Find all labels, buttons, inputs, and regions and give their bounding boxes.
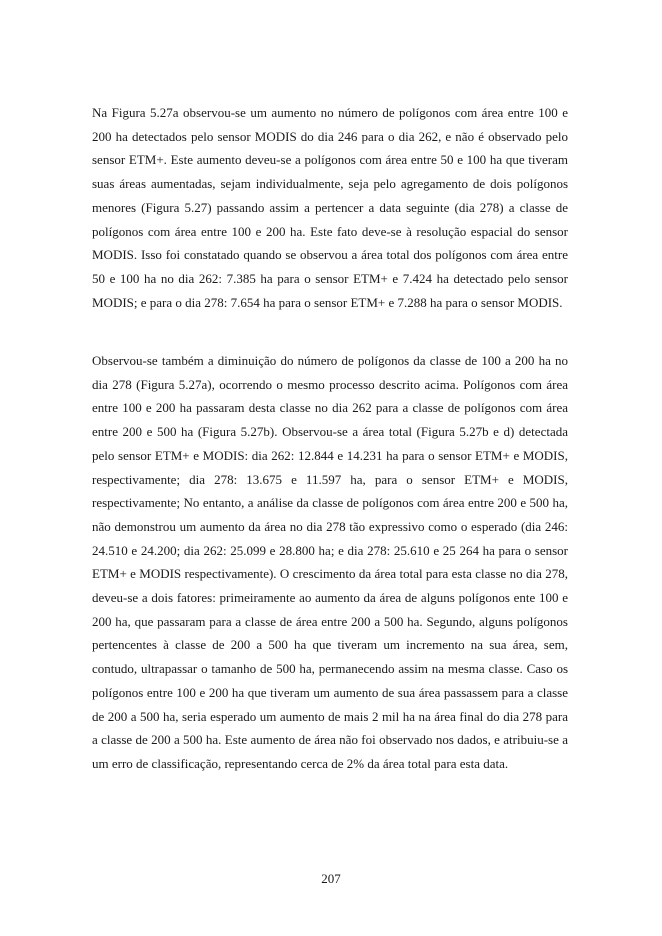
body-paragraph-1: Na Figura 5.27a observou-se um aumento no número de polígonos com área entre 100 e 200 ha detectados pelo sensor MODIS do dia 246 para o dia 262, e não é observado pelo sensor ETM+. Este aumento deveu-se a polígonos com área entre 50 e 100 ha que tiveram suas áreas aumentadas, sejam individualmente, seja pelo agregamento de dois polígonos menores (Figura 5.27) passando assim a pertencer a data seguinte (dia 278) a classe de polígonos com área entre 100 e 200 ha. Este fato deve-se à resolução espacial do sensor MODIS. Isso foi constatado quando se observou a área total dos polígonos com área entre 50 e 100 ha no dia 262: 7.385 ha para o sensor ETM+ e 7.424 ha detectado pelo sensor MODIS; e para o dia 278: 7.654 ha para o sensor ETM+ e 7.288 ha para o sensor MODIS. — [92, 105, 568, 310]
body-paragraph-2: Observou-se também a diminuição do número de polígonos da classe de 100 a 200 ha no dia 278 (Figura 5.27a), ocorrendo o mesmo processo descrito acima. Polígonos com área entre 100 e 200 ha passaram desta classe no dia 262 para a classe de polígonos com área entre 200 e 500 ha (Figura 5.27b). Observou-se a área total (Figura 5.27b e d) detectada pelo sensor ETM+ e MODIS: dia 262: 12.844 e 14.231 ha para o sensor ETM+ e MODIS, respectivamente; dia 278: 13.675 e 11.597 ha, para o sensor ETM+ e MODIS, respectivamente; No entanto, a análise da classe de polígonos com área entre 200 e 500 ha, não demonstrou um aumento da área no dia 278 tão expressivo como o esperado (dia 246: 24.510 e 24.200; dia 262: 25.099 e 28.800 ha; e dia 278: 25.610 e 25 264 ha para o sensor ETM+ e MODIS respectivamente). O crescimento da área total para esta classe no dia 278, deveu-se a dois fatores: primeiramente ao aumento da área de alguns polígonos ente 100 e 200 ha, que passaram para a classe de área entre 200 a 500 ha. Segundo, alguns polígonos pertencentes à classe de 200 a 500 ha que tiveram um incremento na sua área, sem, contudo, ultrapassar o tamanho de 500 ha, permanecendo assim na mesma classe. Caso os polígonos entre 100 e 200 ha que tiveram um aumento de sua área passassem para a classe de 200 a 500 ha, seria esperado um aumento de mais 2 mil ha na área final do dia 278 para a classe de 200 a 500 ha. Este aumento de área não foi observado nos dados, e atribuiu-se a um erro de classificação, representando cerca de 2% da área total para esta data. — [92, 353, 568, 771]
page-number: 207 — [321, 871, 341, 886]
